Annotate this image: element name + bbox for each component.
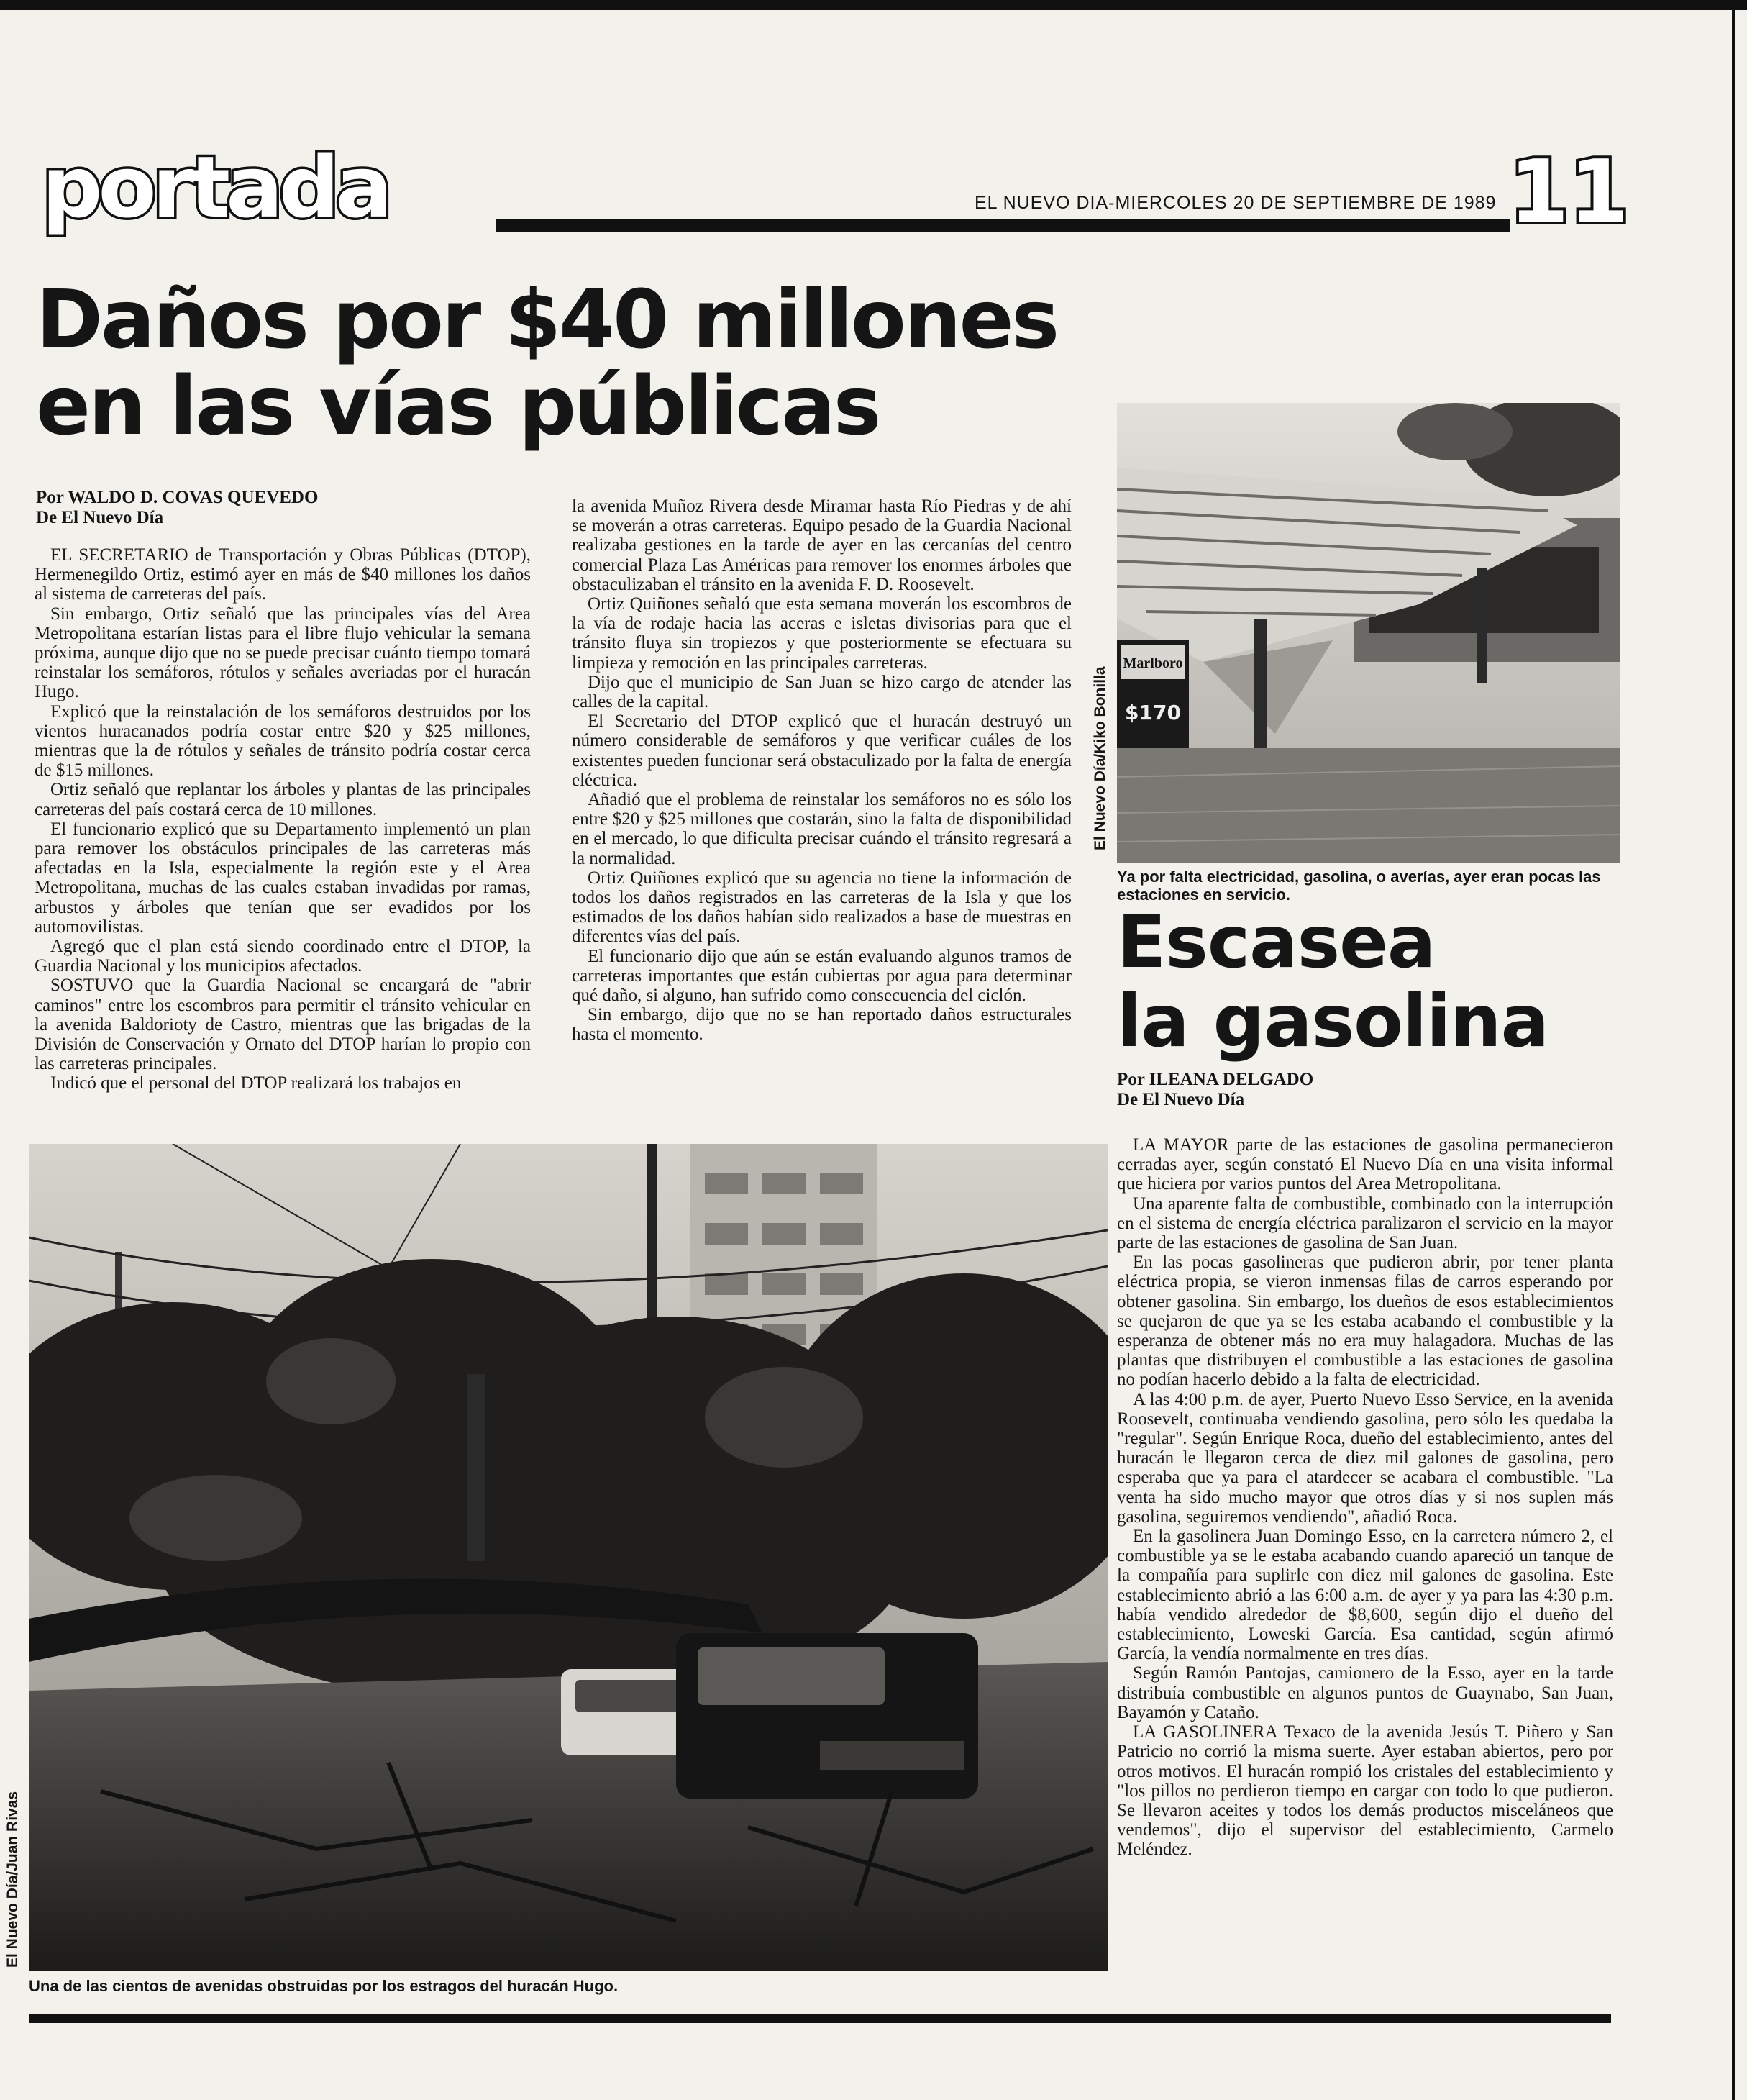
sign-price-text: $170 bbox=[1125, 701, 1181, 724]
paragraph: Añadió que el problema de reinstalar los semáforos no es sólo los entre $20 y $25 millones que costarán, sino la falta de disponibilidad en el mercado, lo que dificulta precisar cuándo el tránsito regresará a la normalidad. bbox=[572, 790, 1072, 868]
top-border bbox=[0, 0, 1747, 10]
side-photo-credit: El Nuevo Día/Kiko Bonilla bbox=[1092, 666, 1108, 850]
page-number: 11 bbox=[1509, 142, 1629, 242]
paragraph: Ortiz Quiñones explicó que su agencia no tiene la información de todos los daños registrados en las carreteras de la Isla y que los estimados de los daños habían sido realizados a base de muestras en diferentes vías del país. bbox=[572, 868, 1072, 947]
side-byline bbox=[1117, 1070, 1477, 1110]
main-photo bbox=[29, 1144, 1108, 1971]
side-photo-caption: Ya por falta electricidad, gasolina, o averías, ayer eran pocas las estaciones en servicio. bbox=[1117, 868, 1601, 904]
paragraph: Según Ramón Pantojas, camionero de la Esso, ayer en la tarde distribuía combustible en algunos puntos de Guaynabo, San Juan, Bayamón y Cataño. bbox=[1117, 1663, 1613, 1722]
side-headline-line2: la gasolina bbox=[1117, 979, 1549, 1063]
section-logo: portada bbox=[42, 137, 388, 237]
bottom-rule bbox=[29, 2014, 1611, 2023]
main-headline-line2: en las vías públicas bbox=[36, 360, 880, 453]
paragraph: Dijo que el municipio de San Juan se hizo cargo de atender las calles de la capital. bbox=[572, 672, 1072, 712]
masthead-rule bbox=[496, 219, 1510, 232]
paragraph: EL SECRETARIO de Transportación y Obras Públicas (DTOP), Hermenegildo Ortiz, estimó ayer en más de $40 millones los daños al sistema de carreteras del país. bbox=[35, 545, 531, 604]
main-headline bbox=[36, 273, 1115, 453]
sign-brand-text: Marlboro bbox=[1123, 655, 1183, 671]
paragraph: Una aparente falta de combustible, combinado con la interrupción en el sistema de energía eléctrica paralizaron el servicio en la mayor parte de las estaciones de gasolina de San Juan. bbox=[1117, 1194, 1613, 1253]
main-headline-line1: Daños por $40 millones bbox=[36, 273, 1058, 367]
main-photo-credit: El Nuevo Día/Juan Rivas bbox=[4, 1791, 21, 1968]
main-byline-paper: De El Nuevo Día bbox=[36, 508, 164, 527]
paragraph: la avenida Muñoz Rivera desde Miramar hasta Río Piedras y de ahí se moverán a otras carreteras. Equipo pesado de la Guardia Nacional realizaba gestiones en la tarde de ayer en las cercanías del centro comercial Plaza Las Américas para remover los enormes árboles que obstaculizaban el tránsito en la avenida F. D. Roosevelt. bbox=[572, 496, 1072, 594]
paragraph: SOSTUVO que la Guardia Nacional se encargará de "abrir caminos" entre los escombros para permitir el tránsito vehicular en la avenida Baldorioty de Castro, mientras que las brigadas de la División de Conservación y Ornato del DTOP harían lo propio con las carreteras principales. bbox=[35, 976, 531, 1074]
dateline: EL NUEVO DIA-MIERCOLES 20 DE SEPTIEMBRE DE 1989 bbox=[975, 193, 1497, 213]
side-headline-line1: Escasea bbox=[1117, 900, 1436, 984]
side-byline-paper: De El Nuevo Día bbox=[1117, 1090, 1245, 1109]
paragraph: Agregó que el plan está siendo coordinado entre el DTOP, la Guardia Nacional y los municipios afectados. bbox=[35, 937, 531, 976]
main-photo-caption: Una de las cientos de avenidas obstruidas por los estragos del huracán Hugo. bbox=[29, 1977, 619, 1995]
paragraph: Explicó que la reinstalación de los semáforos destruidos por los vientos huracanados podría costar entre $20 y $25 millones, mientras que la de rótulos y señales de tránsito podría costar cerca de $15 millones. bbox=[35, 701, 531, 781]
main-story-column-1 bbox=[35, 545, 531, 1094]
side-photo bbox=[1117, 403, 1620, 863]
paragraph: Ortiz señaló que replantar los árboles y plantas de las principales carreteras del país costará cerca de 10 millones. bbox=[35, 780, 531, 819]
side-story-body bbox=[1117, 1135, 1613, 1860]
paragraph: LA MAYOR parte de las estaciones de gasolina permanecieron cerradas ayer, según constató El Nuevo Día en una visita informal que hiciera por varios puntos del Area Metropolitana. bbox=[1117, 1135, 1613, 1194]
main-story-column-2 bbox=[572, 496, 1072, 1045]
paragraph: Ortiz Quiñones señaló que esta semana moverán los escombros de la vía de rodaje hacia las aceras e isletas divisorias para que el tránsito fluya sin tropiezos y que posteriormente se efectuara su limpieza y remoción en las principales carreteras. bbox=[572, 594, 1072, 673]
main-byline bbox=[36, 488, 539, 528]
side-headline bbox=[1117, 900, 1620, 1063]
paragraph: Indicó que el personal del DTOP realizará los trabajos en bbox=[50, 1073, 462, 1094]
paragraph: Sin embargo, Ortiz señaló que las principales vías del Area Metropolitana estarían listas para el libre flujo vehicular la semana próxima, aunque dijo que no se puede precisar cuánto tiempo tomará reinstalar los semáforos, rótulos y señales averiadas por el huracán Hugo. bbox=[35, 604, 531, 702]
paragraph: El funcionario dijo que aún se están evaluando algunos tramos de carreteras importantes que están cubiertas por agua para determinar qué daño, si alguno, han sufrido como consecuencia del ciclón. bbox=[572, 946, 1072, 1006]
paragraph: El funcionario explicó que su Departamento implementó un plan para remover los obstáculos principales de las carreteras más afectadas en la Isla, especialmente la región este y el Area Metropolitana, muchas de las cuales estaban invadidas por ramas, arbustos y árboles que tenían que ser evadidos por los automovilistas. bbox=[35, 819, 531, 937]
right-border bbox=[1732, 0, 1735, 2100]
fallen-trees-photo-image bbox=[29, 1144, 1108, 1971]
paragraph: A las 4:00 p.m. de ayer, Puerto Nuevo Esso Service, en la avenida Roosevelt, continuaba vendiendo gasolina, pero sólo les quedaba la "regular". Según Enrique Roca, dueño del establecimiento, antes del huracán le llegaron cerca de diez mil galones de gasolina, pero esperaba que ya para el atardecer se acabara el combustible. "La venta ha sido mucho mayor que otros días y si nos suplen más gasolina, seguiremos vendiendo", añadió Roca. bbox=[1117, 1389, 1613, 1527]
gas-station-photo-image bbox=[1117, 403, 1620, 863]
paragraph: Sin embargo, dijo que no se han reportado daños estructurales hasta el momento. bbox=[572, 1005, 1072, 1045]
paragraph: En las pocas gasolineras que pudieron abrir, por tener planta eléctrica propia, se vieron inmensas filas de carros esperando por obtener gasolina. Sin embargo, los dueños de esos establecimientos se quejaron de que ya se les estaba acabando el combustible y la esperanza de obtener más no era muy halagadora. Muchas de las plantas que distribuyen el combustible a las estaciones de gasolina no podían hacerlo debido a la falta de electricidad. bbox=[1117, 1253, 1613, 1390]
paragraph: En la gasolinera Juan Domingo Esso, en la carretera número 2, el combustible ya se le estaba acabando cuando apareció un tanque de la compañía para suplirle con diez mil galones de gasolina. Este establecimiento abrió a las 6:00 a.m. de ayer y ya para las 4:30 p.m. había vendido alrededor de $8,600, según dijo el dueño del establecimiento, Loweski García. Esa cantidad, según afirmó García, la vendía normalmente en tres días. bbox=[1117, 1527, 1613, 1664]
side-byline-author: Por ILEANA DELGADO bbox=[1117, 1070, 1314, 1089]
main-byline-author: Por WALDO D. COVAS QUEVEDO bbox=[36, 488, 319, 507]
paragraph: LA GASOLINERA Texaco de la avenida Jesús T. Piñero y San Patricio no corrió la misma suerte. Ayer estaban abiertos, pero por otros motivos. El huracán rompió los cristales del establecimiento y "los pillos no perdieron tiempo en cargar con todo lo que pudieron. Se llevaron aceites y todos los demás productos misceláneos que vendemos", dijo el supervisor del establecimiento, Carmelo Meléndez. bbox=[1117, 1722, 1613, 1860]
paragraph: El Secretario del DTOP explicó que el huracán destruyó un número considerable de semáforos y que verificar cuáles de los existentes pueden funcionar será obstaculizado por la falta de energía eléctrica. bbox=[572, 712, 1072, 790]
